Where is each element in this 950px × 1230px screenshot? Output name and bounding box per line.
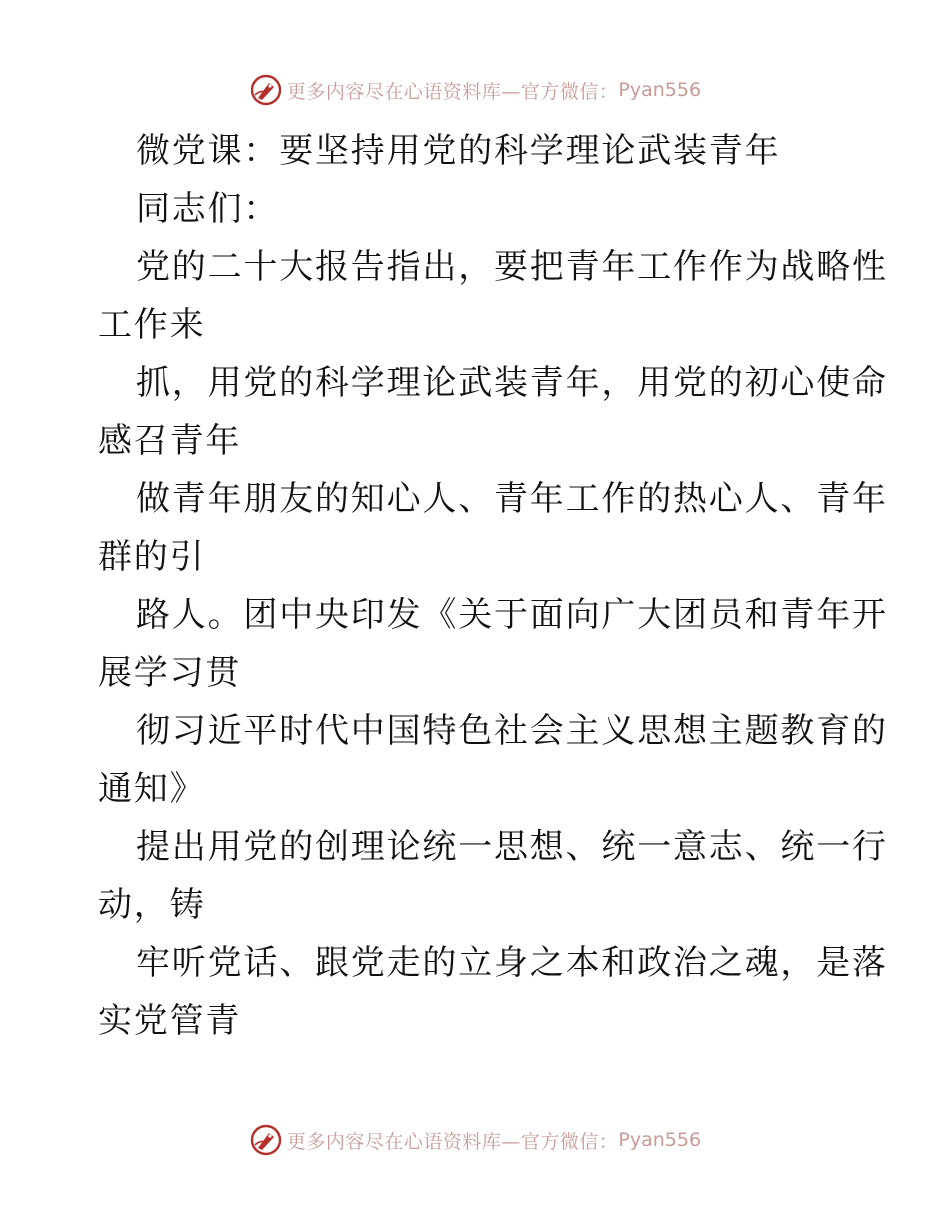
paragraph-line: 党的二十大报告指出，要把青年工作作为战略性 bbox=[136, 247, 888, 287]
watermark-account: Pyan556 bbox=[618, 1129, 702, 1151]
paragraph-line: 展学习贯 bbox=[98, 653, 242, 693]
watermark-account: Pyan556 bbox=[618, 79, 702, 101]
pen-nib-logo-icon bbox=[249, 73, 283, 107]
paragraph-line: 群的引 bbox=[98, 537, 206, 577]
salutation: 同志们： bbox=[136, 189, 280, 229]
paragraph-line: 做青年朋友的知心人、青年工作的热心人、青年 bbox=[136, 479, 888, 519]
document-body bbox=[98, 122, 888, 1050]
paragraph-line: 抓，用党的科学理论武装青年，用党的初心使命 bbox=[136, 363, 888, 403]
paragraph-line: 彻习近平时代中国特色社会主义思想主题教育的 bbox=[136, 711, 888, 751]
paragraph-line: 路人。团中央印发《关于面向广大团员和青年开 bbox=[136, 595, 888, 635]
paragraph-line: 通知》 bbox=[98, 769, 206, 809]
pen-nib-logo-icon bbox=[249, 1123, 283, 1157]
doc-title: 微党课：要坚持用党的科学理论武装青年 bbox=[136, 131, 781, 171]
paragraph-line: 牢听党话、跟党走的立身之本和政治之魂，是落 bbox=[136, 943, 888, 983]
paragraph-line: 感召青年 bbox=[98, 421, 242, 461]
watermark-text: 更多内容尽在心语资料库—官方微信： bbox=[286, 1130, 619, 1153]
paragraph-line: 动，铸 bbox=[98, 885, 206, 925]
footer-watermark bbox=[0, 1120, 950, 1160]
header-watermark bbox=[0, 70, 950, 110]
paragraph-line: 实党管青 bbox=[98, 1001, 242, 1041]
watermark-text: 更多内容尽在心语资料库—官方微信： bbox=[286, 80, 619, 103]
paragraph-line: 工作来 bbox=[98, 305, 206, 345]
paragraph-line: 提出用党的创理论统一思想、统一意志、统一行 bbox=[136, 827, 888, 867]
